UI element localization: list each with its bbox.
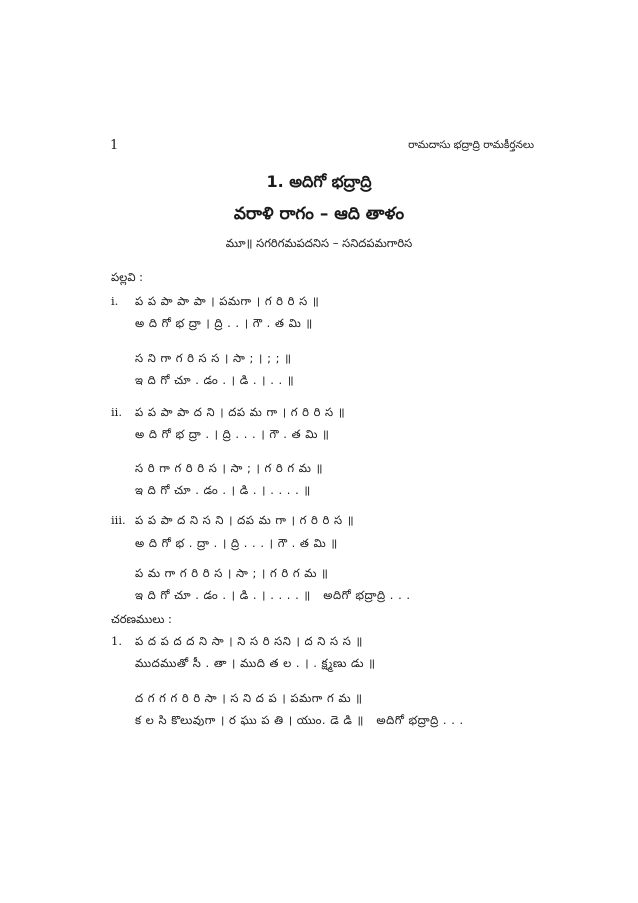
raga-tala-heading: వరాళి రాగం – ఆది తాళం	[233, 204, 405, 224]
scale-line: మూ॥ సగరిగమపదనిస – సనిదపమగారిస	[225, 236, 413, 250]
row-text: అ ది గో భ . ద్రా . । ద్రి . . . । గౌ . త మి ॥	[135, 536, 338, 550]
lyric-row	[111, 713, 464, 730]
page-number: 1	[110, 138, 119, 153]
lyric-row	[111, 373, 294, 390]
lyric-row	[111, 483, 311, 500]
row-text: ముదముతో సీ . తా । ముది త ల . । . క్ష్మణు డు ॥	[135, 656, 376, 670]
row-text: ప ప పా పా పా । పమగా । గ రి రి స ॥	[135, 294, 320, 308]
notation-row	[111, 634, 363, 651]
notation-row	[111, 294, 319, 311]
lyric-row	[111, 588, 411, 605]
lyric-row	[111, 427, 329, 444]
lyric-row	[111, 316, 313, 333]
pallavi-label: పల్లవి :	[111, 270, 144, 284]
row-number: ii.	[111, 405, 123, 419]
lyric-row	[111, 656, 376, 673]
row-text: అ ది గో భ ద్రా . । ద్రి . . . । గౌ . త మి ॥	[135, 427, 330, 441]
row-text: స రి గా గ రి రి స । సా ; । గ రి గ మ ॥	[135, 461, 323, 475]
charanam-label: చరణములు :	[111, 612, 172, 626]
row-text: ప మ గా గ రి రి స । సా ; । గ రి గ మ ॥	[135, 566, 329, 580]
notation-row	[111, 405, 345, 422]
notation-row	[111, 691, 363, 708]
lyric-row	[111, 536, 338, 553]
row-text: ఇ ది గో చూ . డం . । డి . । . . . . ॥ అదిగో భద్రాద్రి . . .	[135, 588, 411, 602]
row-text: అ ది గో భ ద్రా । ద్రి . . । గౌ . త మి ॥	[135, 316, 313, 330]
notation-row	[111, 513, 354, 530]
row-text: స ని గా గ రి స స । సా ; । ; ; ॥	[135, 351, 292, 365]
row-text: ప ప పా పా ద ని । దప మ గా । గ రి రి స ॥	[135, 405, 346, 419]
row-text: ఇ ది గో చూ . డం . । డి . । . . . . ॥	[135, 483, 311, 497]
song-title: 1. అదిగో భద్రాద్రి	[266, 172, 372, 191]
running-header: రామదాసు భద్రాద్రి రామకీర్తనలు	[408, 139, 534, 151]
row-text: ఇ ది గో చూ . డం . । డి . । . . ॥	[135, 373, 295, 387]
row-text: క ల సి కొలువుగా । ర ఘు ప తి । యుం. డె డి ॥ అదిగో భద్రాద్రి . . .	[135, 713, 464, 727]
row-text: ప ప పా ద ని స ని । దప మ గా । గ రి రి స ॥	[135, 513, 355, 527]
notation-row	[111, 566, 328, 583]
row-number: 1.	[111, 634, 122, 648]
notation-row	[111, 351, 292, 368]
notation-row	[111, 461, 323, 478]
row-number: iii.	[111, 513, 126, 527]
row-text: ద గ గ గ రి రి సా । స ని ద ప । పమగా గ మ ॥	[135, 691, 363, 705]
row-number: i.	[111, 294, 119, 308]
row-text: ప ద ప ద ద ని సా । ని స రి సని । ద ని స స ॥	[135, 634, 363, 648]
